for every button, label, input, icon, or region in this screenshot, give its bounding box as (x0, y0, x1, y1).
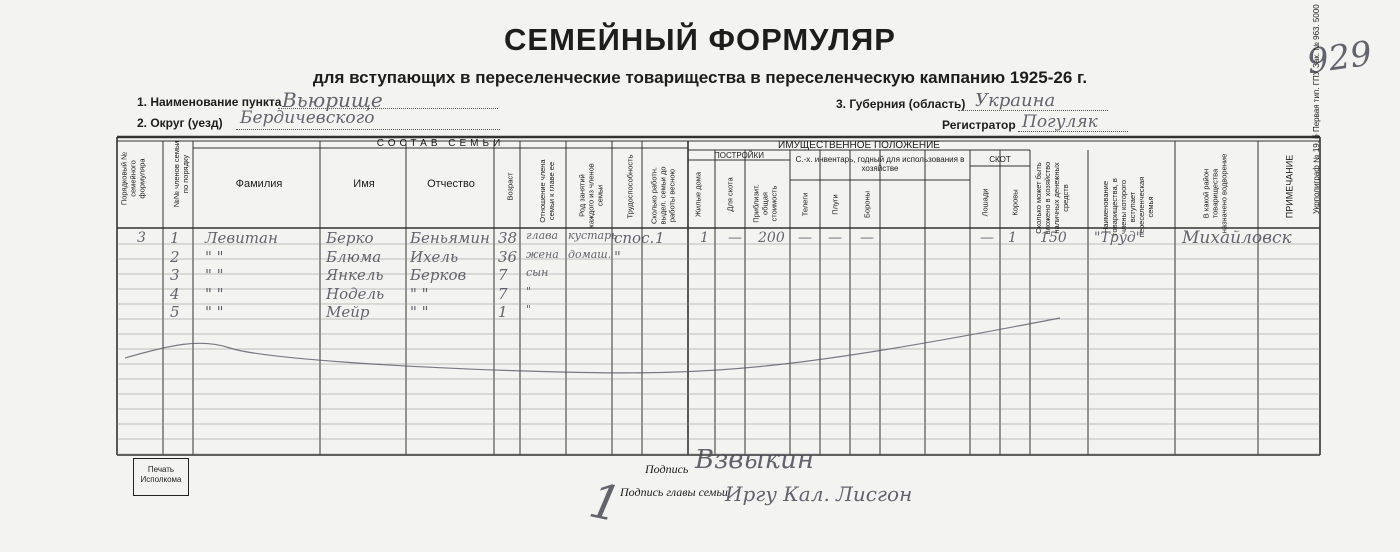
signature-label: Подпись (645, 462, 689, 476)
row-cell-surname: " " (205, 247, 224, 266)
header-capacity: Трудоспособность (625, 154, 635, 219)
row-cell-workers: 1 (655, 229, 665, 247)
header-age: Возраст (505, 172, 515, 201)
page-title: СЕМЕЙНЫЙ ФОРМУЛЯР (504, 22, 896, 57)
row-cell-name: Берко (326, 229, 374, 247)
header-relation: Отношение члена семьи к главе ее (538, 159, 556, 223)
value-partnership: "Труд" (1094, 230, 1143, 246)
row-cell-surname: " " (205, 303, 224, 321)
row-cell-no: 2 (170, 247, 180, 266)
value-cattle-sheds: — (728, 230, 742, 246)
print-note: Укрполиграф № 19. б Первая тип. ГПУ Зак. № 963. 5000 (1312, 4, 1321, 214)
page-subtitle: для вступающих в переселенческие товарищества в переселенческую кампанию 1925-26 г. (312, 68, 1088, 87)
row-cell-name: Мейр (326, 303, 370, 321)
header-cash: Сколько может быть вложено в хозяйство наличных денежных средств (1034, 161, 1070, 235)
header-harrows: Бороны (862, 191, 872, 218)
field-2-value: Бердичевского (240, 108, 375, 128)
row-cell-age: 36 (498, 247, 518, 266)
row-cell-age: 38 (498, 229, 518, 247)
registrar-value: Погуляк (1022, 112, 1098, 132)
row-cell-age: 7 (498, 284, 508, 303)
header-ploughs: Плуги (830, 194, 840, 215)
row-cell-patronymic: " " (410, 284, 429, 303)
header-district: В какой район товарищества назначено водворение (1201, 153, 1229, 234)
header-horses: Лошади (980, 188, 990, 217)
row-cell-name: Блюма (326, 247, 382, 266)
value-approx-value: 200 (758, 230, 785, 246)
row-cell-no: 5 (170, 303, 180, 321)
row-cell-relation: " (526, 303, 532, 316)
row-cell-capacity: спос. (614, 229, 655, 247)
header-houses: Жилые дома (693, 172, 703, 218)
header-cattle-sheds: Для скота (725, 177, 735, 212)
field-3-label: 3. Губерния (область) (836, 97, 966, 111)
row-cell-name: Янкель (326, 266, 384, 284)
value-harrows: — (860, 230, 874, 246)
value-district: Михайловск (1182, 228, 1292, 248)
head-signature-value: Иргу Кал. Лисгон (725, 482, 913, 506)
row-cell-capacity: " (614, 247, 621, 266)
header-notes: ПРИМЕЧАНИЕ (1284, 154, 1295, 219)
header-partnership: Наименование товарищества, в члены которого вступает переселенческая семья (1101, 176, 1155, 238)
value-carts: — (798, 230, 812, 246)
row-cell-relation: глава (526, 229, 559, 242)
header-member-no: №№ членов семьи по порядку (172, 140, 190, 208)
row-cell-no: 1 (170, 229, 180, 247)
row-cell-patronymic: Ихель (410, 247, 459, 266)
value-cash: 150 (1040, 230, 1067, 246)
field-1-label: 1. Наименование пункта (137, 95, 282, 109)
row-cell-surname: Левитан (205, 229, 278, 247)
row-cell-patronymic: " " (410, 303, 429, 321)
row-cell-relation: " (526, 284, 532, 298)
registrar-label: Регистратор (942, 118, 1016, 132)
family-form-no: 3 (137, 230, 146, 246)
header-cows: Коровы (1010, 189, 1020, 216)
row-cell-relation: жена (526, 247, 559, 261)
sheet-number: 929 (1304, 33, 1375, 83)
row-cell-surname: " " (205, 284, 224, 303)
row-cell-occupation: домаш. (568, 247, 612, 261)
head-mark: 1 (584, 472, 627, 534)
field-3-value: Украина (975, 90, 1056, 111)
row-cell-name: Нодель (326, 284, 385, 303)
row-cell-no: 3 (170, 266, 180, 284)
header-carts: Телеги (800, 192, 810, 217)
signature-value: Взвыкин (695, 445, 814, 475)
header-family-composition: СОСТАВ СЕМЬИ (376, 138, 505, 149)
header-property: ИМУЩЕСТВЕННОЕ ПОЛОЖЕНИЕ (778, 140, 940, 151)
field-2-label: 2. Округ (уезд) (137, 116, 223, 130)
header-workers: Сколько работн. выдел. семьи до работы весною (649, 166, 677, 225)
stamp-box: Печать Исполкома (133, 458, 189, 496)
row-cell-occupation: кустарь (568, 229, 618, 242)
row-cell-patronymic: Беньямин (410, 229, 490, 247)
row-cell-no: 4 (170, 284, 180, 303)
row-cell-relation: сын (526, 266, 549, 279)
header-form-no: Порядковый № семейного формуляра (119, 151, 147, 206)
header-approx-value: Приблизит. общая стоимость (751, 184, 779, 223)
value-houses: 1 (700, 230, 709, 246)
row-cell-age: 7 (498, 266, 508, 284)
header-surname: Фамилия (235, 178, 283, 190)
header-inventory: С.-х. инвентарь, годный для использования в хозяйстве (795, 155, 965, 173)
value-cows: 1 (1008, 230, 1017, 246)
field-1-value: Вьюрище (282, 88, 383, 112)
row-cell-surname: " " (205, 266, 224, 284)
value-horses: — (980, 230, 994, 246)
header-livestock: СКОТ (989, 155, 1011, 164)
header-name: Имя (353, 178, 375, 190)
row-cell-patronymic: Берков (410, 266, 467, 284)
head-signature-label: Подпись главы семьи (620, 485, 728, 499)
header-occupation: Род занятий каждого из членов семьи (577, 163, 605, 228)
row-cell-age: 1 (498, 303, 508, 321)
value-ploughs: — (828, 230, 842, 246)
header-buildings: ПОСТРОЙКИ (714, 151, 764, 160)
header-patronymic: Отчество (427, 178, 475, 190)
